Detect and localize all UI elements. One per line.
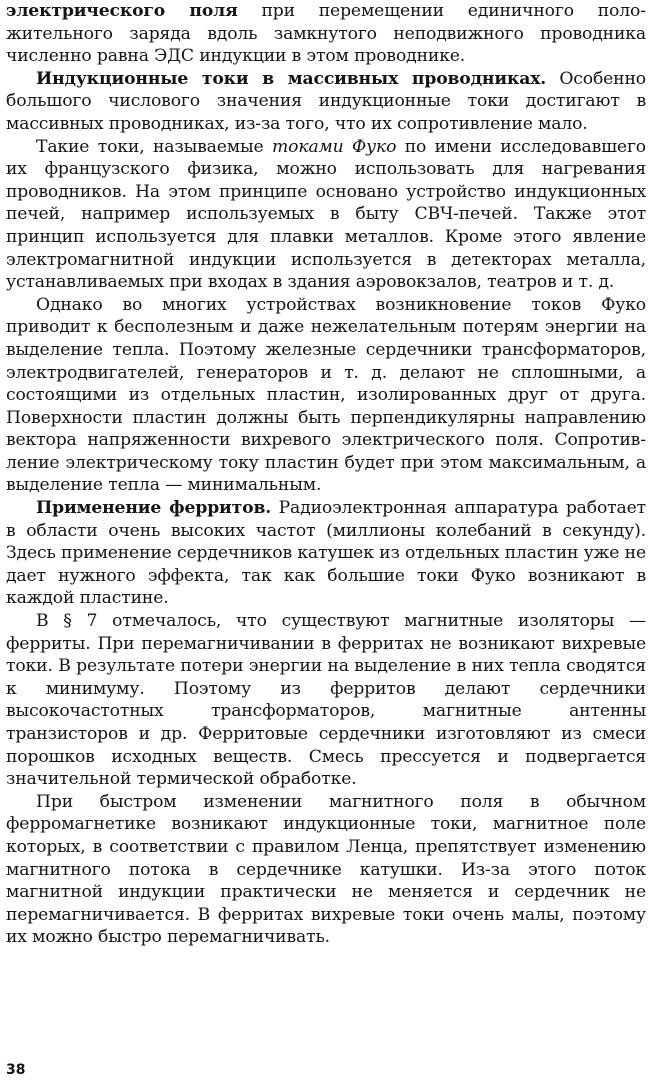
paragraph-3-after: по имени исследовавшего их французского физика, можно использовать для нагревания проводников. На этом принципе основано устройство индукционных печей, например используемых в быту СВЧ-печей. Также этот принцип используется для плавки металлов. Кроме этого явление электромагнитной индукции используется в детекторах металла, устанавливаемых при входах в здания аэровокзалов, театров и т. д. — [6, 136, 647, 293]
paragraph-5 — [6, 497, 646, 610]
section-heading-ferrites: Применение ферритов. — [36, 498, 272, 519]
paragraph-1 — [6, 0, 646, 68]
paragraph-5-text: Радиоэлектронная аппаратура работает в области очень высоких частот (миллионы колебаний в секунду). Здесь применение сердечников катушек из отдельных пластин уже не дает нужного эффекта, так как большие токи Фуко возникают в каждой пластине. — [6, 498, 647, 609]
paragraph-6-text: В § 7 отмечалось, что существуют магнитные изоляторы — ферриты. При перемагничивании в ферритах не возникают вихревые токи. В результате потери энергии на выделение в них тепла сводятся к минимуму. Поэтому из ферритов делают сердечники высокочастотных трансформаторов, магнитные антенны транзисторов и др. Ферритовые сердечники изготовляют из смеси порошков исходных веществ. Смесь прессуется и подвергается значительной термической обработке. — [6, 611, 646, 790]
paragraph-2 — [6, 68, 646, 136]
section-heading-induction-currents: Индукционные токи в массивных проводниках. — [36, 68, 547, 89]
paragraph-1-text: при перемещении единичного положительного заряда вдоль замкнутого неподвижного проводника численно равна ЭДС индукции в этом проводнике. — [6, 1, 646, 67]
term-foucault-currents: токами Фуко — [272, 136, 397, 157]
paragraph-7-text: При быстром изменении магнитного поля в обычном ферромагнетике возникают индукционные токи, магнитное поле которых, в соответствии с правилом Ленца, препятствует изменению магнитного потока в сердечнике катушки. Из-за этого поток магнитной индукции практически не меняется и сердечник не перемагничивается. В ферритах вихревые токи очень малы, поэтому их можно быстро перемагничивать. — [6, 791, 646, 948]
paragraph-3 — [6, 136, 646, 294]
paragraph-6 — [6, 610, 646, 791]
paragraph-4 — [6, 294, 646, 497]
paragraph-7 — [6, 791, 646, 949]
paragraph-3-before: Такие токи, называемые — [36, 136, 272, 157]
page-body — [6, 0, 646, 949]
paragraph-1-lead: электрического поля — [6, 1, 238, 21]
paragraph-2-text: Особенно большого числового значения индукционные токи достигают в массивных проводниках, из-за того, что их сопротивление мало. — [6, 68, 646, 134]
page-number: 38 — [6, 1062, 26, 1078]
paragraph-4-text: Однако во многих устройствах возникновение токов Фуко приводит к бесполезным и даже нежелательным потерям энергии на выделение тепла. Поэтому железные сердечники трансформаторов, электродвигателей, генераторов и т. д. делают не сплошными, а состоящими из отдельных пластин, изолированных друг от друга. Поверхности пластин должны быть перпендикулярны направлению вектора напряженности вихревого электрического поля. Сопротивление электрическому току пластин будет при этом максимальным, а выделение тепла — минимальным. — [6, 294, 646, 496]
